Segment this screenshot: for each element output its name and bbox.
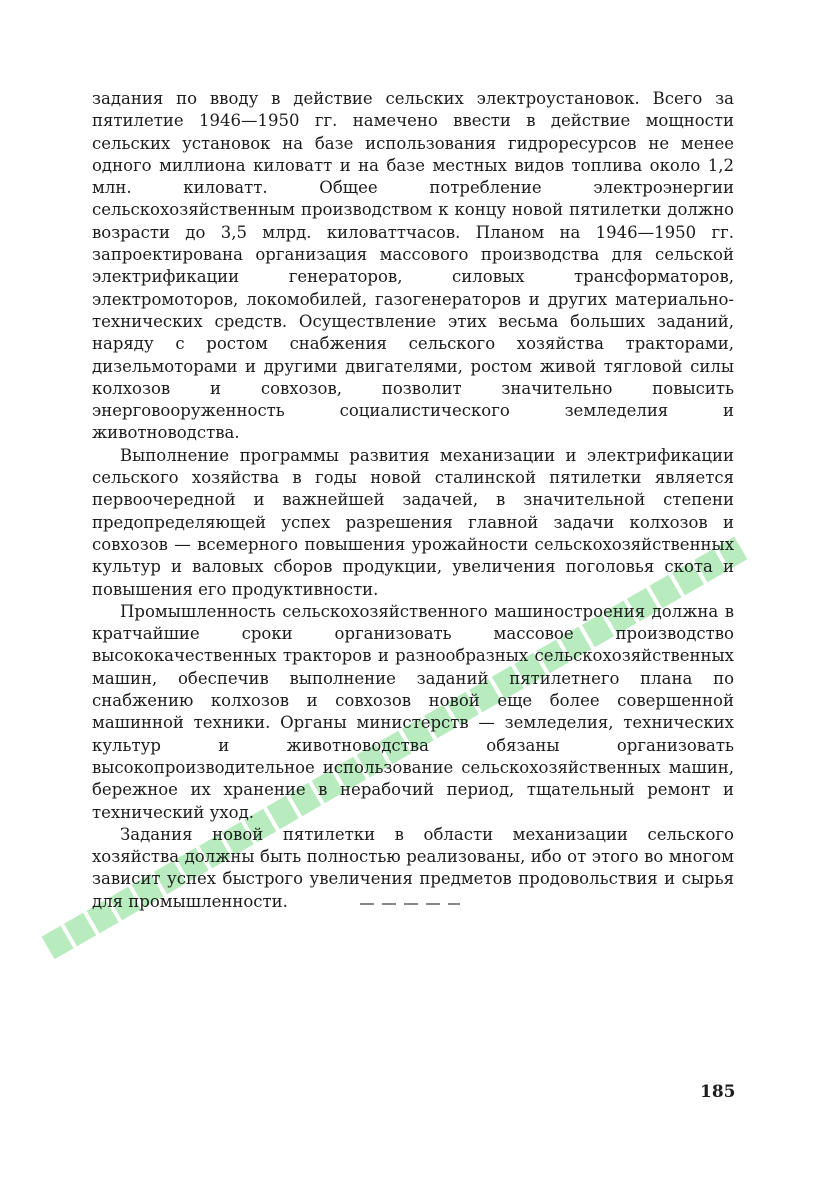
- paragraph-3: Промышленность сельскохозяйственного машиностроения должна в кратчайшие сроки организовать массовое производство высококачественных тракторов и разнообразных сельскохозяйственных машин, обеспечив выполнение заданий пятилетнего плана по снабжению колхозов и совхозов новой еще более совершенной машинной техники. Органы министерств — земледелия, технических культур и животноводства обязаны организовать высокопроизводительное использование сельскохозяйственных машин, бережное их хранение в нерабочий период, тщательный ремонт и технический уход.: [92, 601, 734, 822]
- paragraph-4: Задания новой пятилетки в области механизации сельского хозяйства должны быть полностью реализованы, ибо от этого во многом зависит успех быстрого увеличения предметов продовольствия и сырья для промышленности.: [92, 824, 734, 911]
- paragraph-1: задания по вводу в действие сельских электроустановок. Всего за пятилетие 1946—1950 гг. намечено ввести в действие мощности сельских установок на базе использования гидроресурсов не менее одного миллиона киловатт и на базе местных видов топлива около 1,2 млн. киловатт. Общее потребление электроэнергии сельскохозяйственным производством к концу новой пятилетки должно возрасти до 3,5 млрд. киловаттчасов. Планом на 1946—1950 гг. запроектирована организация массового производства для сельской электрификации генераторов, силовых трансформаторов, электромоторов, локомобилей, газогенераторов и других материально-технических средств. Осуществление этих весьма больших заданий, наряду с ростом снабжения сельского хозяйства тракторами, дизельмоторами и другими двигателями, ростом живой тягловой силы колхозов и совхозов, позволит значительно повысить энерговооруженность социалистического земледелия и животноводства.: [92, 89, 734, 443]
- paragraph-2: Выполнение программы развития механизации и электрификации сельского хозяйства в годы новой сталинской пятилетки является первоочередной и важнейшей задачей, в значительной степени предопределяющей успех разрешения главной задачи колхозов и совхозов — всемерного повышения урожайности сельскохозяйственных культур и валовых сборов продукции, увеличения поголовья скота и повышения его продуктивности.: [92, 445, 734, 599]
- section-separator: [360, 903, 460, 905]
- body-text: [92, 88, 734, 913]
- page-number: 185: [700, 1082, 736, 1102]
